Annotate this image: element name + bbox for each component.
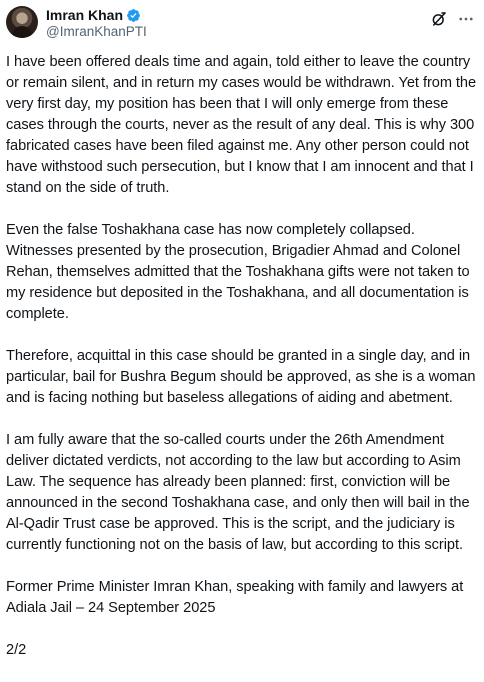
tweet-paragraph: I have been offered deals time and again, told either to leave the country or remain silent, and in return my cases would be withdrawn. Yet from the very first day, my position has been that I will only emerge from these cases through the courts, never as the result of any deal. This is why 300 fabricated cases have been filed against me. Any other person could not have withstood such persecution, but I know that I am innocent and that I stand on the side of truth. <box>6 54 477 196</box>
tweet-paragraph: Former Prime Minister Imran Khan, speaking with family and lawyers at Adiala Jail – 24 September 2025 <box>6 579 464 616</box>
thread-counter: 2/2 <box>6 642 27 658</box>
tweet-paragraph: I am fully aware that the so-called courts under the 26th Amendment deliver dictated verdicts, not according to the law but according to Asim Law. The sequence has already been planned: first, conviction will be announced in the second Toshakhana case, and only then will bail in the Al-Qadir Trust case be approved. This is the script, and the judiciary is currently functioning not on the basis of law, but according to this script. <box>6 432 470 553</box>
tweet-paragraph: Even the false Toshakhana case has now completely collapsed. Witnesses presented by the prosecution, Brigadier Ahmad and Colonel Rehan, themselves admitted that the Toshakhana gifts were not taken to my residence but deposited in the Toshakhana, and all documentation is complete. <box>6 222 470 322</box>
more-horizontal-icon[interactable] <box>456 10 476 28</box>
tweet-header <box>6 6 478 42</box>
author-display-name[interactable]: Imran Khan <box>46 7 124 23</box>
verified-badge-icon <box>126 8 141 23</box>
tweet-text <box>6 52 480 682</box>
avatar[interactable] <box>6 6 38 38</box>
author-handle[interactable]: @ImranKhanPTI <box>46 24 147 39</box>
author-name-row <box>46 7 141 23</box>
grok-icon[interactable] <box>430 10 448 28</box>
tweet-paragraph: Therefore, acquittal in this case should be granted in a single day, and in particular, bail for Bushra Begum should be approved, as she is a woman and is facing nothing but baseless allegations of aiding and abetment. <box>6 348 476 406</box>
